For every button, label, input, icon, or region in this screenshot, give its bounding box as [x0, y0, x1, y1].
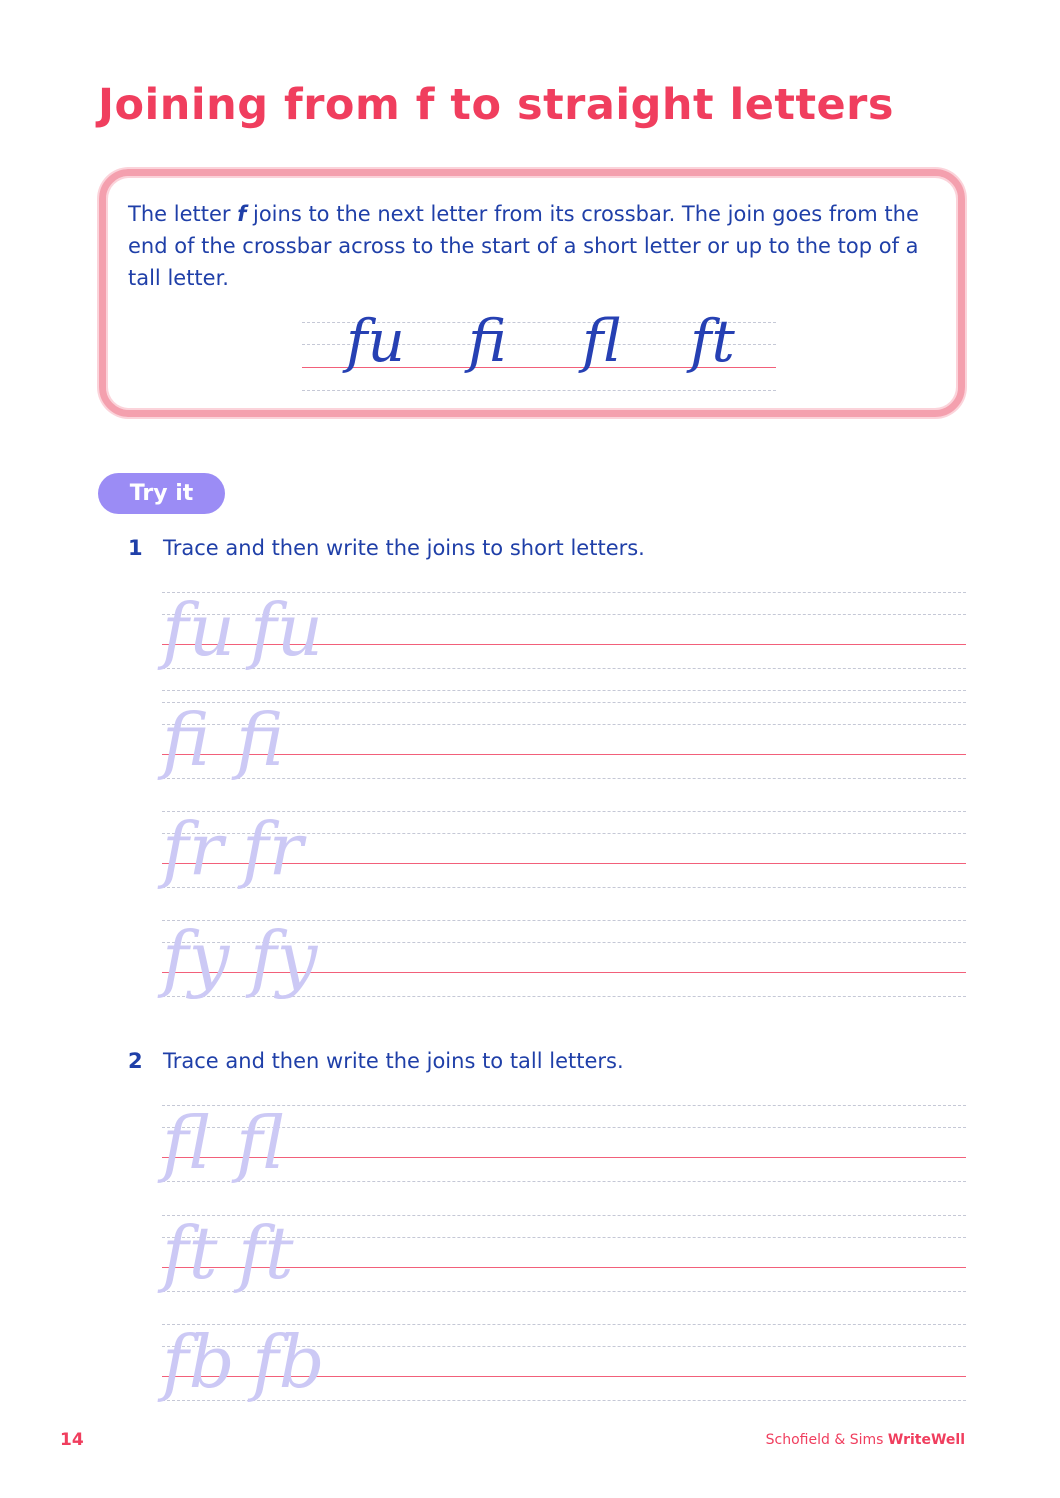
- info-text-start: The letter: [128, 202, 238, 226]
- example-pair: fu: [346, 307, 405, 375]
- trace-letters: fu: [162, 588, 236, 672]
- info-box: [99, 169, 965, 417]
- practice-row[interactable]: [162, 590, 966, 690]
- practice-row[interactable]: [162, 809, 966, 909]
- info-text: [128, 198, 940, 294]
- trace-letters: fb: [252, 1320, 325, 1404]
- publisher-name: Schofield & Sims: [765, 1432, 888, 1448]
- trace-letters: fu: [250, 588, 324, 672]
- practice-row[interactable]: [162, 700, 966, 800]
- trace-letters: fl: [236, 1101, 285, 1185]
- example-pair: fl: [582, 307, 621, 375]
- question-number: 1: [128, 536, 143, 560]
- question-text: Trace and then write the joins to tall letters.: [163, 1049, 624, 1073]
- example-joins: [302, 307, 776, 376]
- footer-credit: [766, 1432, 965, 1448]
- info-text-end: joins to the next letter from its crossbar. The join goes from the end of the crossbar across to the start of a short letter or up to the top of a tall letter.: [128, 202, 919, 290]
- practice-row[interactable]: [162, 918, 966, 1018]
- info-letter: f: [237, 202, 247, 226]
- example-pair: fi: [468, 307, 507, 375]
- page-number: 14: [60, 1430, 84, 1450]
- page-title: Joining from f to straight letters: [98, 80, 894, 130]
- example-pair: ft: [690, 307, 735, 375]
- trace-letters: fi: [162, 698, 211, 782]
- trace-letters: ft: [238, 1211, 294, 1295]
- guide-line: [302, 390, 776, 391]
- practice-row[interactable]: [162, 1213, 966, 1313]
- question-number: 2: [128, 1049, 143, 1073]
- practice-row[interactable]: [162, 1103, 966, 1203]
- trace-letters: fy: [162, 916, 230, 1000]
- trace-letters: fl: [162, 1101, 211, 1185]
- practice-row[interactable]: [162, 1322, 966, 1422]
- trace-letters: fr: [162, 807, 224, 891]
- question-text: Trace and then write the joins to short letters.: [163, 536, 645, 560]
- trace-letters: fb: [162, 1320, 235, 1404]
- trace-letters: fi: [236, 698, 285, 782]
- trace-letters: ft: [162, 1211, 218, 1295]
- trace-letters: fr: [242, 807, 304, 891]
- try-it-badge: Try it: [98, 473, 225, 514]
- trace-letters: fy: [250, 916, 318, 1000]
- series-name: WriteWell: [887, 1432, 965, 1448]
